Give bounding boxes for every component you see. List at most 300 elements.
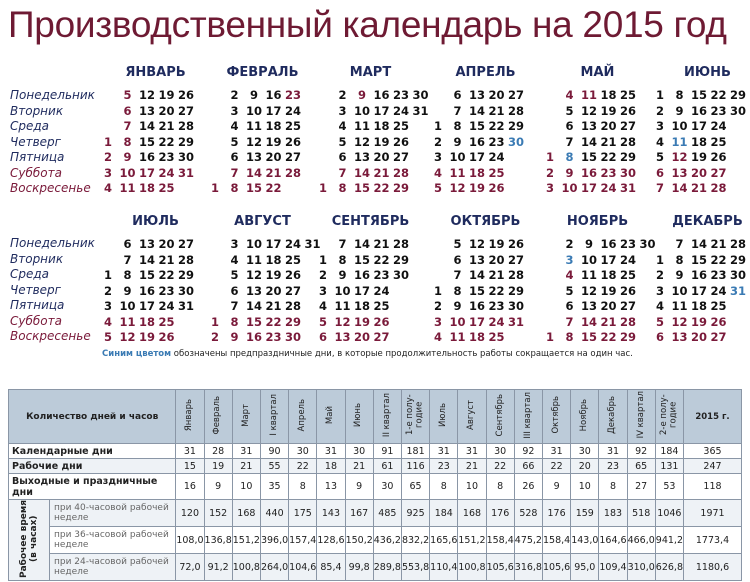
day-cell: 11	[449, 330, 466, 344]
day-cell: 28	[729, 237, 746, 251]
day-cell: 28	[710, 181, 727, 195]
table-cell: 22	[486, 459, 514, 474]
table-cell: 518	[627, 500, 655, 527]
day-cell: 7	[655, 181, 664, 195]
table-cell: 485	[373, 500, 401, 527]
day-cell: 22	[488, 119, 505, 133]
day-cell: 3	[655, 119, 664, 133]
day-cell: 1	[210, 181, 219, 195]
day-cell: 16	[138, 150, 155, 164]
day-cell: 6	[453, 88, 462, 102]
day-cell: 10	[449, 314, 466, 329]
weekday-label: Среда	[10, 119, 50, 133]
column-header	[289, 390, 317, 444]
day-cell: 11	[580, 88, 597, 102]
day-cell: 25	[619, 268, 636, 282]
table-cell: 72,0	[176, 554, 204, 581]
day-cell: 19	[690, 150, 707, 164]
day-cell: 24	[284, 237, 301, 251]
day-cell: 1	[545, 330, 554, 344]
table-cell: 528	[514, 500, 542, 527]
day-cell: 12	[245, 268, 262, 282]
day-cell: 9	[675, 268, 684, 282]
day-cell: 28	[392, 237, 409, 251]
day-cell: 21	[265, 299, 282, 313]
table-cell: 158,4	[486, 527, 514, 554]
day-cell: 24	[488, 314, 505, 329]
day-cell: 11	[671, 299, 688, 313]
table-cell: 316,8	[514, 554, 542, 581]
day-cell: 21	[488, 268, 505, 282]
day-cell: 25	[619, 88, 636, 102]
column-header-label: 1-е полу-годие	[405, 394, 425, 436]
column-header	[571, 390, 599, 444]
day-cell: 18	[138, 314, 155, 329]
day-cell: 12	[468, 237, 485, 251]
month-name: ИЮНЬ	[684, 65, 731, 80]
column-header	[345, 390, 373, 444]
day-cell: 14	[353, 165, 370, 180]
day-cell: 30	[284, 330, 301, 344]
day-cell: 4	[565, 268, 574, 282]
day-cell: 1	[433, 283, 442, 298]
day-cell: 30	[177, 150, 194, 164]
day-cell: 9	[249, 88, 258, 102]
column-header	[458, 390, 486, 444]
table-cell: 31	[458, 444, 486, 459]
day-cell: 20	[488, 252, 505, 267]
day-cell: 7	[675, 237, 684, 251]
table-cell: 90	[260, 444, 288, 459]
day-cell: 27	[710, 330, 727, 344]
day-cell: 26	[158, 330, 175, 344]
day-cell: 12	[580, 283, 597, 298]
day-cell: 30	[639, 237, 656, 251]
table-cell: 21	[345, 459, 373, 474]
table-cell: 21	[232, 459, 260, 474]
day-cell: 1	[210, 314, 219, 329]
table-cell: 19	[204, 459, 232, 474]
table-cell: 289,8	[373, 554, 401, 581]
day-cell: 14	[671, 181, 688, 195]
day-cell: 14	[138, 252, 155, 267]
day-cell: 13	[468, 88, 485, 102]
table-cell: 9	[542, 474, 570, 500]
day-cell: 3	[230, 237, 239, 251]
day-cell: 2	[230, 88, 239, 102]
table-cell: 65	[401, 474, 429, 500]
day-cell: 20	[158, 103, 175, 118]
day-cell: 4	[230, 119, 239, 133]
table-cell: 55	[260, 459, 288, 474]
day-cell: 9	[453, 299, 462, 313]
day-cell: 26	[488, 181, 505, 195]
day-cell: 13	[334, 330, 351, 344]
table-cell: 92	[514, 444, 542, 459]
day-cell: 23	[392, 88, 409, 102]
table-cell: 20	[571, 459, 599, 474]
table-cell: 95,0	[571, 554, 599, 581]
table-cell: 53	[655, 474, 683, 500]
day-cell: 8	[123, 134, 132, 149]
day-cell: 26	[710, 150, 727, 164]
day-cell: 30	[177, 283, 194, 298]
day-cell: 5	[565, 103, 574, 118]
day-cell: 27	[619, 119, 636, 133]
day-cell: 15	[353, 252, 370, 267]
day-cell: 9	[584, 237, 593, 251]
day-cell: 8	[675, 252, 684, 267]
day-cell: 22	[158, 268, 175, 282]
column-header	[655, 390, 683, 444]
weekday-label: Пятница	[10, 150, 65, 164]
table-cell: 168	[458, 500, 486, 527]
table-cell: 108,0	[176, 527, 204, 554]
table-cell: 8	[430, 474, 458, 500]
table-cell: 626,8	[655, 554, 683, 581]
day-cell: 24	[710, 119, 727, 133]
day-cell: 13	[138, 103, 155, 118]
day-cell: 21	[600, 314, 617, 329]
day-cell: 5	[565, 283, 574, 298]
day-cell: 4	[433, 165, 442, 180]
table-cell: 65	[627, 459, 655, 474]
day-cell: 28	[507, 268, 524, 282]
day-cell: 10	[580, 252, 597, 267]
table-cell: 168	[232, 500, 260, 527]
day-cell: 22	[600, 330, 617, 344]
day-cell: 16	[245, 330, 262, 344]
day-cell: 18	[353, 299, 370, 313]
day-cell: 10	[449, 150, 466, 164]
day-cell: 21	[690, 181, 707, 195]
day-cell: 17	[600, 252, 617, 267]
table-cell: 184	[655, 444, 683, 459]
day-cell: 15	[690, 88, 707, 102]
day-cell: 10	[334, 283, 351, 298]
day-cell: 27	[710, 165, 727, 180]
day-cell: 4	[655, 134, 664, 149]
day-cell: 17	[138, 299, 155, 313]
day-cell: 22	[488, 283, 505, 298]
table-cell: 176	[542, 500, 570, 527]
table-cell: 310,0	[627, 554, 655, 581]
day-cell: 18	[600, 88, 617, 102]
table-cell: 28	[204, 444, 232, 459]
table-cell: 1046	[655, 500, 683, 527]
day-cell: 15	[580, 150, 597, 164]
month-name: АПРЕЛЬ	[455, 65, 516, 80]
day-cell: 9	[453, 134, 462, 149]
day-cell: 26	[392, 134, 409, 149]
day-cell: 8	[338, 181, 347, 195]
column-header	[232, 390, 260, 444]
weekday-label: Воскресенье	[10, 329, 91, 343]
column-header	[486, 390, 514, 444]
note-text: обозначены предпраздничные дни, в которые продолжительность работы сокращается на один час.	[171, 349, 633, 359]
day-cell: 30	[729, 103, 746, 118]
month-name: ИЮЛЬ	[132, 214, 179, 229]
day-cell: 9	[357, 88, 366, 102]
day-cell: 13	[138, 237, 155, 251]
day-cell: 26	[619, 103, 636, 118]
table-cell: 30	[571, 444, 599, 459]
day-cell: 18	[690, 134, 707, 149]
day-cell: 17	[265, 237, 282, 251]
month-name: ЯНВАРЬ	[125, 65, 186, 80]
table-cell: 466,0	[627, 527, 655, 554]
day-cell: 8	[565, 150, 574, 164]
page-title: Производственный календарь на 2015 год	[8, 4, 727, 45]
day-cell: 3	[230, 103, 239, 118]
day-cell: 23	[619, 237, 636, 251]
day-cell: 9	[123, 283, 132, 298]
table-cell: 10	[458, 474, 486, 500]
table-cell: 136,8	[204, 527, 232, 554]
table-cell: 9	[345, 474, 373, 500]
hours-group-text: Рабочее время (в часах)	[19, 499, 39, 578]
day-cell: 25	[710, 299, 727, 313]
day-cell: 25	[373, 299, 390, 313]
day-cell: 9	[565, 165, 574, 180]
day-cell: 23	[373, 268, 390, 282]
month-name: АВГУСТ	[234, 214, 291, 229]
day-cell: 4	[103, 181, 112, 195]
day-cell: 4	[433, 330, 442, 344]
row-label: при 24-часовой рабочей неделе	[50, 554, 176, 581]
day-cell: 6	[123, 237, 132, 251]
table-cell: 181	[401, 444, 429, 459]
day-cell: 3	[565, 252, 574, 267]
table-cell: 151,2	[458, 527, 486, 554]
day-cell: 12	[671, 150, 688, 164]
day-cell: 21	[488, 103, 505, 118]
column-header	[317, 390, 345, 444]
day-cell: 10	[353, 103, 370, 118]
day-cell: 29	[177, 268, 194, 282]
day-cell: 11	[353, 119, 370, 133]
day-cell: 13	[353, 150, 370, 164]
day-cell: 17	[468, 314, 485, 329]
table-cell: 151,2	[232, 527, 260, 554]
day-cell: 1	[655, 88, 664, 102]
day-cell: 13	[580, 299, 597, 313]
month-name: ОКТЯБРЬ	[450, 214, 521, 229]
table-cell: 18	[317, 459, 345, 474]
note-highlight: Синим цветом	[102, 349, 172, 359]
day-cell: 17	[265, 103, 282, 118]
table-cell: 475,2	[514, 527, 542, 554]
column-header-label: 2-е полу-годие	[659, 394, 679, 436]
table-cell: 10	[232, 474, 260, 500]
table-cell: 1180,6	[684, 554, 742, 581]
column-header-label: Июнь	[353, 402, 364, 428]
day-cell: 14	[580, 134, 597, 149]
day-cell: 19	[600, 103, 617, 118]
day-cell: 16	[580, 165, 597, 180]
day-cell: 21	[158, 119, 175, 133]
day-cell: 16	[690, 103, 707, 118]
day-cell: 9	[675, 103, 684, 118]
day-cell: 10	[245, 103, 262, 118]
table-cell: 1773,4	[684, 527, 742, 554]
day-cell: 21	[265, 165, 282, 180]
table-cell: 26	[514, 474, 542, 500]
column-header-label: Октябрь	[550, 396, 561, 434]
day-cell: 28	[284, 165, 301, 180]
day-cell: 25	[488, 165, 505, 180]
day-cell: 22	[710, 252, 727, 267]
day-cell: 21	[158, 252, 175, 267]
day-cell: 14	[245, 165, 262, 180]
day-cell: 26	[373, 314, 390, 329]
day-cell: 2	[565, 237, 574, 251]
day-cell: 15	[468, 119, 485, 133]
table-cell: 184	[430, 500, 458, 527]
day-cell: 8	[230, 181, 239, 195]
day-cell: 22	[600, 150, 617, 164]
day-cell: 5	[318, 314, 327, 329]
day-cell: 7	[565, 134, 574, 149]
day-cell: 13	[245, 150, 262, 164]
day-cell: 1	[318, 252, 327, 267]
day-cell: 26	[284, 134, 301, 149]
day-cell: 12	[138, 88, 155, 102]
day-cell: 5	[453, 237, 462, 251]
day-cell: 20	[488, 88, 505, 102]
day-cell: 17	[580, 181, 597, 195]
day-cell: 9	[338, 268, 347, 282]
table-cell: 30	[486, 444, 514, 459]
table-cell: 832,2	[401, 527, 429, 554]
day-cell: 31	[177, 165, 194, 180]
day-cell: 24	[488, 150, 505, 164]
day-cell: 8	[230, 314, 239, 329]
day-cell: 3	[433, 314, 442, 329]
table-cell: 15	[176, 459, 204, 474]
day-cell: 18	[468, 165, 485, 180]
day-cell: 7	[338, 165, 347, 180]
table-cell: 158,4	[542, 527, 570, 554]
day-cell: 22	[373, 252, 390, 267]
day-cell: 1	[655, 252, 664, 267]
table-cell: 165,6	[430, 527, 458, 554]
day-cell: 2	[545, 165, 554, 180]
table-cell: 157,4	[289, 527, 317, 554]
day-cell: 4	[103, 314, 112, 329]
weekday-label: Суббота	[10, 165, 62, 180]
day-cell: 10	[671, 119, 688, 133]
table-row	[9, 444, 742, 459]
hours-table	[8, 389, 742, 581]
weekday-label: Вторник	[10, 103, 64, 118]
day-cell: 9	[123, 150, 132, 164]
day-cell: 29	[507, 283, 524, 298]
day-cell: 16	[468, 299, 485, 313]
day-cell: 3	[103, 165, 112, 180]
day-cell: 16	[690, 268, 707, 282]
month-name: МАЙ	[580, 65, 615, 80]
day-cell: 10	[245, 237, 262, 251]
day-cell: 8	[453, 283, 462, 298]
day-cell: 23	[488, 134, 505, 149]
table-cell: 159	[571, 500, 599, 527]
day-cell: 1	[545, 150, 554, 164]
day-cell: 30	[392, 268, 409, 282]
table-cell: 120	[176, 500, 204, 527]
day-cell: 15	[138, 134, 155, 149]
day-cell: 4	[230, 252, 239, 267]
table-cell: 31	[430, 444, 458, 459]
day-cell: 7	[453, 103, 462, 118]
day-cell: 31	[412, 103, 429, 118]
day-cell: 1	[103, 134, 112, 149]
table-cell: 247	[684, 459, 742, 474]
column-header	[373, 390, 401, 444]
day-cell: 20	[265, 283, 282, 298]
day-cell: 16	[373, 88, 390, 102]
day-cell: 1	[318, 181, 327, 195]
day-cell: 2	[655, 268, 664, 282]
day-cell: 12	[119, 330, 136, 344]
table-cell: 100,8	[458, 554, 486, 581]
table-cell: 110,4	[430, 554, 458, 581]
day-cell: 11	[119, 181, 136, 195]
day-cell: 7	[230, 165, 239, 180]
table-cell: 61	[373, 459, 401, 474]
day-cell: 27	[507, 88, 524, 102]
table-cell: 30	[373, 474, 401, 500]
table-cell: 10	[571, 474, 599, 500]
day-cell: 12	[245, 134, 262, 149]
day-cell: 5	[230, 134, 239, 149]
day-cell: 30	[412, 88, 429, 102]
day-cell: 6	[318, 330, 327, 344]
day-cell: 15	[245, 181, 262, 195]
table-row	[9, 459, 742, 474]
day-cell: 18	[468, 330, 485, 344]
table-cell: 175	[289, 500, 317, 527]
month-name: НОЯБРЬ	[566, 214, 629, 229]
day-cell: 2	[338, 88, 347, 102]
day-cell: 16	[138, 283, 155, 298]
day-cell: 27	[177, 103, 194, 118]
column-header-label: IV квартал	[635, 391, 646, 439]
day-cell: 20	[600, 299, 617, 313]
day-cell: 3	[338, 103, 347, 118]
day-cell: 6	[565, 119, 574, 133]
table-cell: 143	[317, 500, 345, 527]
day-cell: 24	[619, 252, 636, 267]
day-cell: 6	[123, 103, 132, 118]
table-cell: 396,0	[260, 527, 288, 554]
day-cell: 27	[373, 330, 390, 344]
day-cell: 28	[619, 314, 636, 329]
table-cell: 66	[514, 459, 542, 474]
column-header	[204, 390, 232, 444]
table-cell: 91,2	[204, 554, 232, 581]
day-cell: 18	[373, 119, 390, 133]
row-label: при 40-часовой рабочей неделе	[50, 500, 176, 527]
day-cell: 27	[284, 150, 301, 164]
column-header-label: I квартал	[268, 394, 279, 436]
day-cell: 28	[619, 134, 636, 149]
day-cell: 16	[468, 134, 485, 149]
day-cell: 15	[690, 252, 707, 267]
weekday-label: Вторник	[10, 251, 64, 266]
day-cell: 19	[468, 181, 485, 195]
day-cell: 30	[729, 268, 746, 282]
